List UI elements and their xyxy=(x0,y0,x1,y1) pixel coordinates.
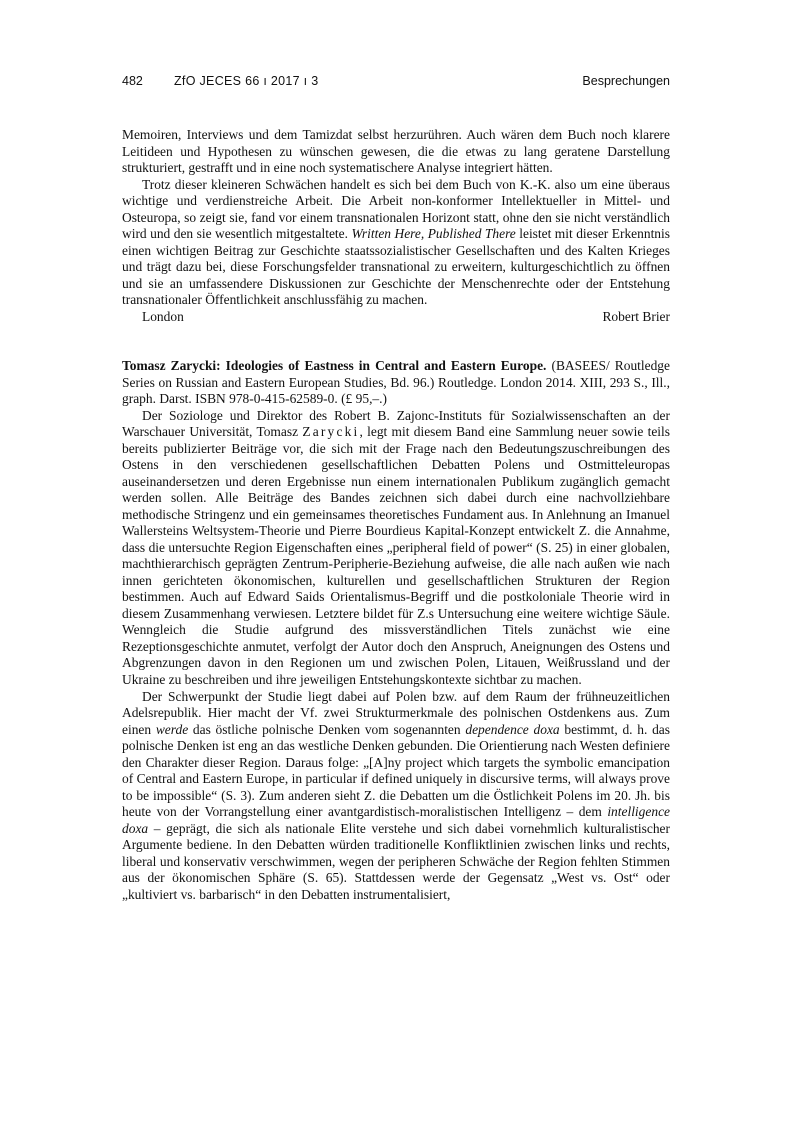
book-title-italic: Written Here, Published There xyxy=(351,226,516,242)
author-name-spaced: Zarycki xyxy=(302,424,360,440)
body-text xyxy=(122,127,670,903)
reviewer-name: Robert Brier xyxy=(602,308,670,324)
journal-title: ZfO JECES 66 ı 2017 ı 3 xyxy=(174,74,319,88)
section-title: Besprechungen xyxy=(582,74,670,88)
review2-paragraph-1: Der Soziologe und Direktor des Robert B. Zajonc-Instituts für Sozialwissenschaften an der Warschauer Universität, Tomasz Zarycki, legt mit diesem Band eine Sammlung neuer sowie teils bereits publizierter Beiträge vor, die sich mit der Frage nach den Bedeutungszuschreibungen des Ostens in den verschiedenen gesellschaftlichen Debatten Polens und Ostmitteleuropas auseinandersetzen und deren Ergebnisse nun einem internationalen Publikum zugänglich gemacht werden sollen. Alle Beiträge des Bandes zeichnen sich dabei durch eine nachvollziehbare methodische Stringenz und ein gemeinsames theoretisches Fundament aus. In Anlehnung an Imanuel Wallersteins Weltsystem-Theorie und Pierre Bourdieus Kapital-Konzept entwickelt Z. die Annahme, dass die untersuchte Region Eigenschaften eines „peripheral field of power“ (S. 25) in einer globalen, machthierarchisch geprägten Zentrum-Peripherie-Beziehung aufweise, die alle nach außen wie nach innen gerichteten ökonomischen, kulturellen und gesellschaftlichen Strukturen der Region bestimmen. Auch auf Edward Saids Orientalismus-Begriff und die postkoloniale Theorie wird in diesem Zusammenhang verwiesen. Letztere bildet für Z.s Untersuchung eine weitere wichtige Säule. Wenngleich die Studie aufgrund des missverständlichen Titels zunächst wie eine Rezeptionsgeschichte anmutet, verfolgt der Autor doch den Anspruch, Aneignungen des Ostens und Abgrenzungen davon in den Regionen um und zwischen Polen, Litauen, Weißrussland und der Ukraine zu beschreiben und ihre jeweiligen Entstehungskontexte sichtbar zu machen. xyxy=(122,407,670,687)
reviewer-place: London xyxy=(142,308,184,324)
review1-paragraph-1: Memoiren, Interviews und dem Tamizdat selbst herzurühren. Auch wären dem Buch noch klarere Leitideen und Hypothesen zu wünschen gewesen, die die etwas zu lang geratene Darstellung strukturiert, gestrafft und in eine noch systematischere Analyse integriert hätten. xyxy=(122,127,670,176)
review1-signature xyxy=(122,309,670,326)
section-gap xyxy=(122,325,670,358)
review2-title: Tomasz Zarycki: Ideologies of Eastness in Central and Eastern Europe. xyxy=(122,358,547,374)
review1-paragraph-2: Trotz dieser kleineren Schwächen handelt es sich bei dem Buch von K.-K. also um eine überaus wichtige und verdienstreiche Arbeit. Die Arbeit non-konformer Intellektueller in Mittel- und Osteuropa, so zeigt sie, fand vor einem transnationalen Horizont statt, ohne den sie nicht verständlich wird und den sie wesentlich mitgestaltete. Written Here, Published There leistet mit dieser Erkenntnis einen wichtigen Beitrag zur Geschichte staatssozialistischer Gesellschaften und des Kalten Krieges und trägt dazu bei, diese Forschungsfelder transnational zu erweitern, kulturgeschichtlich zu öffnen und sie an umfassendere Diskussionen zur Geschichte der Menschenrechte oder der Entstehung transnationaler Öffentlichkeit anschlussfähig zu machen. xyxy=(122,176,670,308)
review2-bibliography: (BASEES/ Routledge Series on Russian and Eastern European Studies, Bd. 96.) Routledge. London 2014. XIII, 293 S., Ill., graph. Darst. ISBN 978-0-415-62589-0. (£ 95,–.) xyxy=(122,358,670,407)
page-number: 482 xyxy=(122,74,143,88)
review2-heading xyxy=(122,358,670,408)
review2-paragraph-2: Der Schwerpunkt der Studie liegt dabei auf Polen bzw. auf dem Raum der frühneuzeitlichen Adelsrepublik. Hier macht der Vf. zwei Strukturmerkmale des polnischen Ostdenkens aus. Zum einen werde das östliche polnische Denken vom sogenannten dependence doxa bestimmt, d. h. das polnische Denken ist eng an das westliche Denken gebunden. Die Orientierung nach Westen definiere den Charakter dieser Region. Daraus folge: „[A]ny project which targets the symbolic emancipation of Central and Eastern Europe, in particular if defined uniquely in discursive terms, will always prove to be impossible“ (S. 3). Zum anderen sieht Z. die Debatten um die Östlichkeit Polens im 20. Jh. bis heute von der Vorrangstellung einer avantgardistisch-moralistischen Intelligenz – dem intelligence doxa – geprägt, die sich als nationale Elite verstehe und sich dabei vornehmlich kulturalistischer Argumente bediene. In den Debatten würden traditionelle Konfliktlinien zwischen links und rechts, liberal und konservativ verschwimmen, wegen der peripheren Schwäche der Region fehlten Stimmen aus der ökonomischen Sphäre (S. 65). Stattdessen werde der Gegensatz „West vs. Ost“ oder „kultiviert vs. barbarisch“ in den Debatten instrumentalisiert, xyxy=(122,688,670,902)
running-header xyxy=(122,74,670,92)
